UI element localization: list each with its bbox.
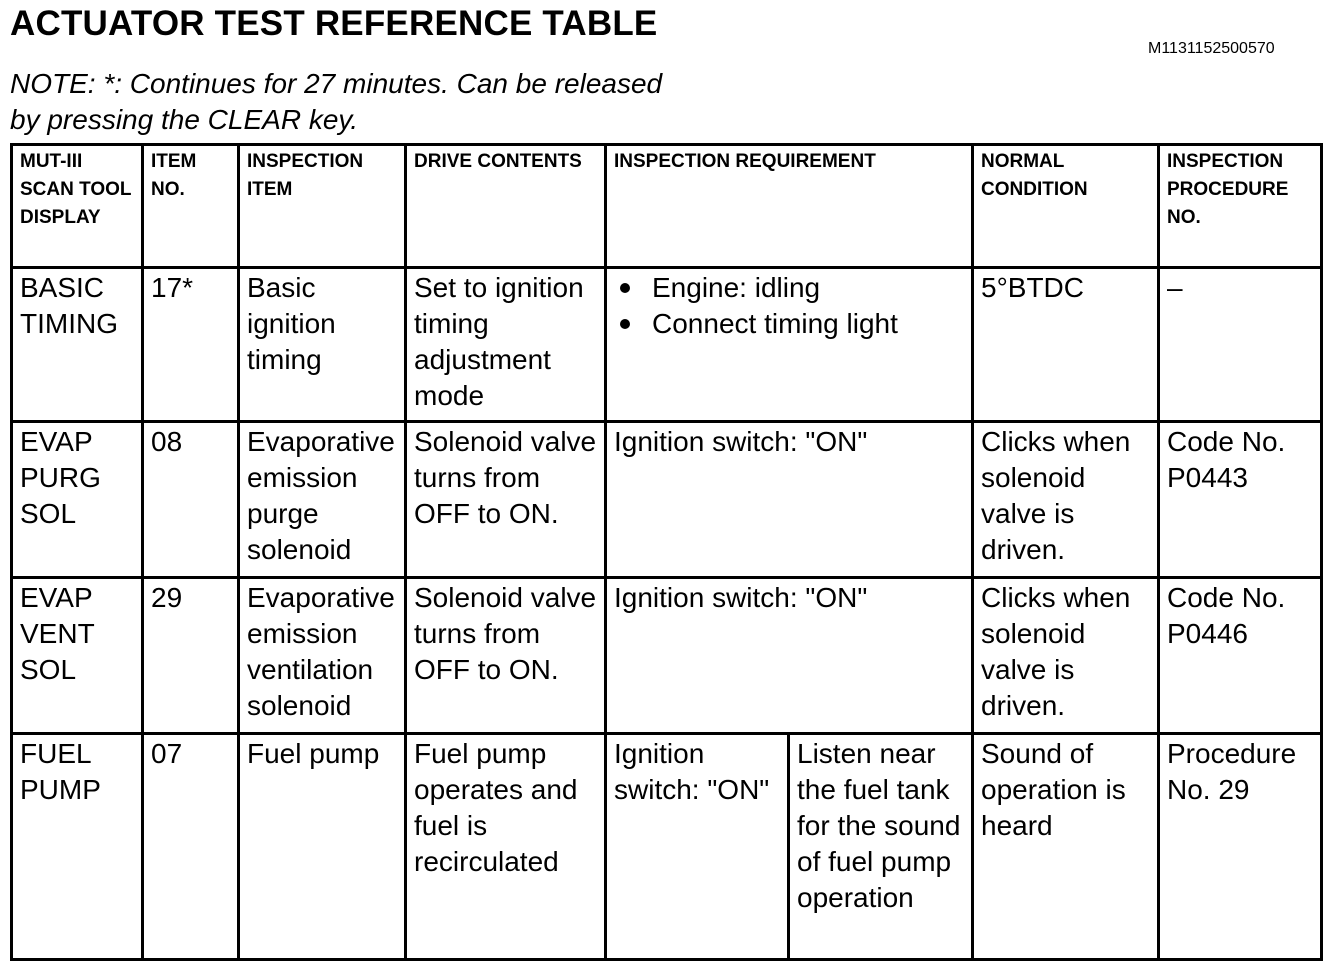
table-row bbox=[12, 734, 1322, 960]
actuator-test-table bbox=[10, 143, 1323, 961]
requirement-list bbox=[614, 270, 964, 342]
cell-drive-contents: Solenoid valve turns from OFF to ON. bbox=[406, 422, 606, 578]
cell-normal-condition: Sound of operation is heard bbox=[973, 734, 1159, 960]
table-row bbox=[12, 268, 1322, 422]
cell-item-no: 07 bbox=[143, 734, 239, 960]
cell-procedure-no: – bbox=[1159, 268, 1322, 422]
cell-normal-condition: Clicks when solenoid valve is driven. bbox=[973, 578, 1159, 734]
cell-item-no: 29 bbox=[143, 578, 239, 734]
header-inspection-item: INSPECTION ITEM bbox=[239, 145, 406, 268]
note-line-1: NOTE: *: Continues for 27 minutes. Can be released bbox=[10, 68, 663, 99]
cell-display: EVAP VENT SOL bbox=[12, 578, 143, 734]
cell-requirement: Ignition switch: "ON" bbox=[606, 578, 973, 734]
header-procedure-no: INSPECTION PROCEDURE NO. bbox=[1159, 145, 1322, 268]
cell-requirement bbox=[606, 268, 973, 422]
table-row bbox=[12, 578, 1322, 734]
cell-display: BASIC TIMING bbox=[12, 268, 143, 422]
table-row bbox=[12, 422, 1322, 578]
note bbox=[10, 66, 662, 138]
cell-inspection-item: Fuel pump bbox=[239, 734, 406, 960]
header-item-no: ITEM NO. bbox=[143, 145, 239, 268]
document-id: M1131152500570 bbox=[1148, 40, 1275, 57]
cell-normal-condition: 5°BTDC bbox=[973, 268, 1159, 422]
cell-procedure-no: Procedure No. 29 bbox=[1159, 734, 1322, 960]
header-display: MUT-III SCAN TOOL DISPLAY bbox=[12, 145, 143, 268]
cell-inspection-item: Basic ignition timing bbox=[239, 268, 406, 422]
cell-normal-condition: Clicks when solenoid valve is driven. bbox=[973, 422, 1159, 578]
cell-inspection-item: Evaporative emission purge solenoid bbox=[239, 422, 406, 578]
cell-display: EVAP PURG SOL bbox=[12, 422, 143, 578]
cell-item-no: 17* bbox=[143, 268, 239, 422]
cell-item-no: 08 bbox=[143, 422, 239, 578]
header-normal-condition: NORMAL CONDITION bbox=[973, 145, 1159, 268]
header-inspection-requirement: INSPECTION REQUIREMENT bbox=[606, 145, 973, 268]
list-item: Engine: idling bbox=[614, 270, 964, 306]
cell-drive-contents: Set to ignition timing adjustment mode bbox=[406, 268, 606, 422]
header-row bbox=[12, 145, 1322, 268]
cell-inspection-item: Evaporative emission ventilation solenoid bbox=[239, 578, 406, 734]
cell-drive-contents: Fuel pump operates and fuel is recirculated bbox=[406, 734, 606, 960]
cell-display: FUEL PUMP bbox=[12, 734, 143, 960]
cell-procedure-no: Code No. P0446 bbox=[1159, 578, 1322, 734]
cell-requirement-condition: Ignition switch: "ON" bbox=[606, 734, 789, 960]
cell-requirement-check: Listen near the fuel tank for the sound of fuel pump operation bbox=[789, 734, 973, 960]
list-item: Connect timing light bbox=[614, 306, 964, 342]
cell-requirement: Ignition switch: "ON" bbox=[606, 422, 973, 578]
cell-drive-contents: Solenoid valve turns from OFF to ON. bbox=[406, 578, 606, 734]
header-drive-contents: DRIVE CONTENTS bbox=[406, 145, 606, 268]
cell-procedure-no: Code No. P0443 bbox=[1159, 422, 1322, 578]
note-line-2: by pressing the CLEAR key. bbox=[10, 104, 359, 135]
page-title: ACTUATOR TEST REFERENCE TABLE bbox=[10, 4, 658, 43]
